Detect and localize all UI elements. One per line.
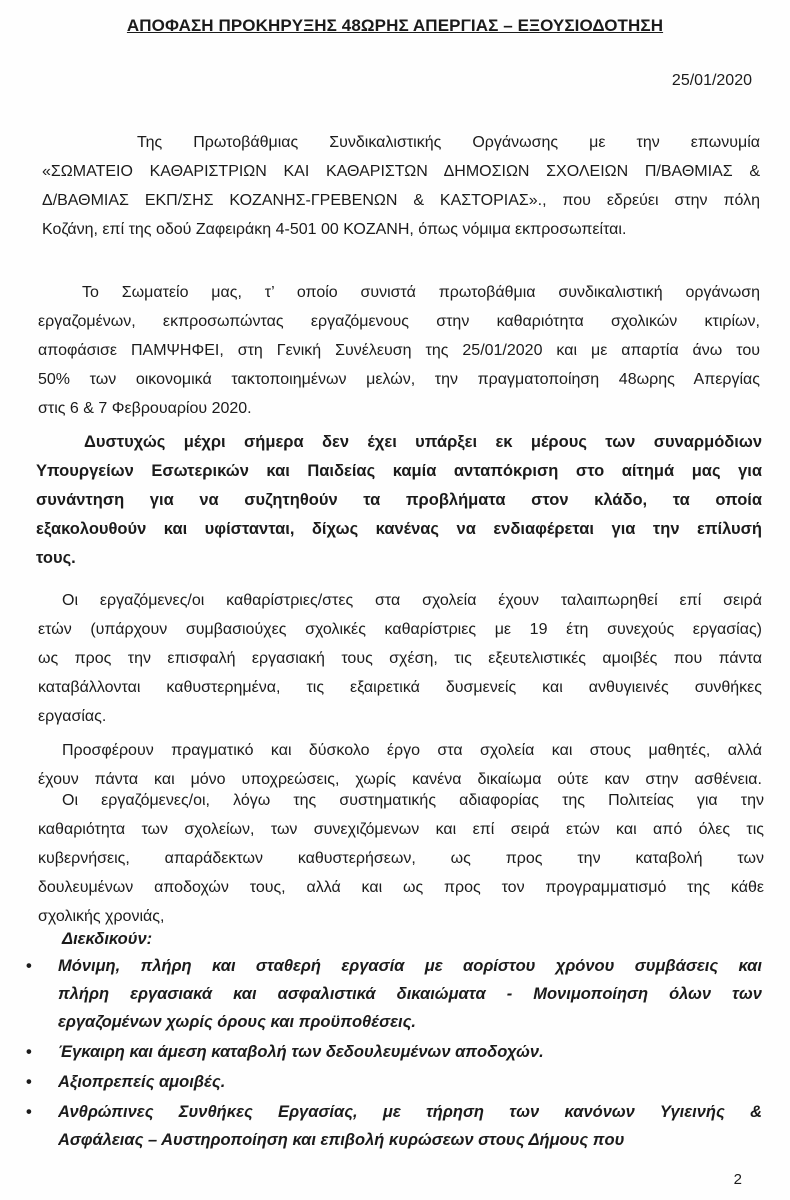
demand-line: Μόνιμη, πλήρη και σταθερή εργασία με αορίστου χρόνου συμβάσεις και — [58, 957, 762, 975]
demand-line: Ασφάλειας – Αυστηροποίηση και επιβολή κυρώσεων στους Δήμους που — [58, 1131, 625, 1149]
demand-item — [22, 1098, 762, 1154]
paragraph-line: συνάντηση για να συζητηθούν τα προβλήματα στον κλάδο, τα οποία — [36, 491, 762, 509]
demand-line: Έγκαιρη και άμεση καταβολή των δεδουλευμένων αποδοχών. — [58, 1043, 544, 1061]
paragraph-line: Οι εργαζόμενες/οι, λόγω της συστηματικής αδιαφορίας της Πολιτείας για την — [62, 792, 764, 809]
paragraph-line: εξακολουθούν και υφίστανται, δίχως κανένας να ενδιαφέρεται για την επίλυσή — [36, 520, 762, 538]
paragraph-line: «ΣΩΜΑΤΕΙΟ ΚΑΘΑΡΙΣΤΡΙΩΝ ΚΑΙ ΚΑΘΑΡΙΣΤΩΝ ΔΗΜΟΣΙΩΝ ΣΧΟΛΕΙΩΝ Π/ΒΑΘΜΙΑΣ & — [42, 163, 760, 180]
demands-list — [22, 952, 762, 1154]
demand-line: Αξιοπρεπείς αμοιβές. — [58, 1073, 226, 1091]
paragraph-line: εργασίας. — [38, 708, 107, 725]
demands-label: Διεκδικούν: — [62, 930, 153, 948]
paragraph-line: Κοζάνη, επί της οδού Ζαφειράκη 4-501 00 ΚΟΖΑΝΗ, όπως νόμιμα εκπροσωπείται. — [42, 221, 627, 238]
paragraph-ministries — [36, 428, 762, 573]
paragraph-line: Υπουργείων Εσωτερικών και Παιδείας καμία ανταπόκριση στο αίτημά μας για — [36, 462, 762, 480]
document-date: 25/01/2020 — [671, 72, 752, 89]
demand-line: Ανθρώπινες Συνθήκες Εργασίας, με τήρηση των κανόνων Υγιεινής & — [58, 1103, 762, 1121]
paragraph-line: Δ/ΒΑΘΜΙΑΣ ΕΚΠ/ΣΗΣ ΚΟΖΑΝΗΣ-ΓΡΕΒΕΝΩΝ & ΚΑΣΤΟΡΙΑΣ»., που εδρεύει στην πόλη — [42, 192, 760, 209]
paragraph-line: ως προς την επισφαλή εργασιακή τους σχέση, τις εξευτελιστικές αμοιβές που πάντα — [38, 650, 762, 667]
demand-line: εργαζομένων χωρίς όρους και προϋποθέσεις. — [58, 1013, 416, 1031]
paragraph-line: Της Πρωτοβάθμιας Συνδικαλιστικής Οργάνωσης με την επωνυμία — [137, 134, 760, 151]
bullet-icon: • — [26, 1103, 32, 1121]
paragraph-line: κυβερνήσεις, απαράδεκτων καθυστερήσεων, ως προς την καταβολή των — [38, 850, 764, 867]
demand-line: πλήρη εργασιακά και ασφαλιστικά δικαιώματα - Μονιμοποίηση όλων των — [58, 985, 762, 1003]
paragraph-sender — [42, 128, 760, 244]
paragraph-line: εργαζομένων, εκπροσωπώντας εργαζόμενους στην καθαριότητα σχολικών κτιρίων, — [38, 313, 760, 330]
bullet-icon: • — [26, 1043, 32, 1061]
paragraph-line: Οι εργαζόμενες/οι καθαρίστριες/στες στα σχολεία έχουν ταλαιπωρηθεί επί σειρά — [62, 592, 762, 609]
paragraph-state-indifference — [38, 786, 764, 931]
paragraph-decision — [38, 278, 760, 423]
paragraph-line: έχουν πάντα και μόνο υποχρεώσεις, χωρίς κανένα δικαίωμα ούτε καν στην ασθένεια. — [38, 771, 762, 788]
bullet-icon: • — [26, 957, 32, 975]
demand-item — [22, 952, 762, 1036]
paragraph-line: ετών (υπάρχουν συμβασιούχες σχολικές καθαρίστριες με 19 έτη συνεχούς εργασίας) — [38, 621, 762, 638]
paragraph-line: καθαριότητα των σχολείων, των συνεχιζόμενων και επί σειρά ετών και από όλες τις — [38, 821, 764, 838]
paragraph-line: Το Σωματείο μας, τ’ οποίο συνιστά πρωτοβάθμια συνδικαλιστική οργάνωση — [82, 284, 760, 301]
page-number: 2 — [733, 1171, 742, 1188]
demand-item — [22, 1068, 762, 1096]
paragraph-line: Δυστυχώς μέχρι σήμερα δεν έχει υπάρξει εκ μέρους των συναρμόδιων — [84, 433, 762, 451]
bullet-icon: • — [26, 1073, 32, 1091]
document-title: ΑΠΟΦΑΣΗ ΠΡΟΚΗΡΥΞΗΣ 48ΩΡΗΣ ΑΠΕΡΓΙΑΣ – ΕΞΟΥΣΙΟΔΟΤΗΣΗ — [126, 16, 664, 35]
paragraph-line: τους. — [36, 549, 76, 567]
paragraph-line: δουλευμένων αποδοχών τους, αλλά και ως προς τον προγραμματισμό της κάθε — [38, 879, 764, 896]
paragraph-line: καταβάλλονται καθυστερημένα, τις εξαιρετικά δυσμενείς και ανθυγιεινές συνθήκες — [38, 679, 762, 696]
paragraph-line: στις 6 & 7 Φεβρουαρίου 2020. — [38, 400, 252, 417]
paragraph-line: αποφάσισε ΠΑΜΨΗΦΕΙ, στη Γενική Συνέλευση της 25/01/2020 και με απαρτία άνω του — [38, 342, 760, 359]
demand-item — [22, 1038, 762, 1066]
paragraph-line: 50% των οικονομικά τακτοποιημένων μελών, την πραγματοποίηση 48ωρης Απεργίας — [38, 371, 760, 388]
paragraph-workers — [38, 586, 762, 731]
paragraph-line: Προσφέρουν πραγματικό και δύσκολο έργο στα σχολεία και στους μαθητές, αλλά — [62, 742, 762, 759]
paragraph-line: σχολικής χρονιάς, — [38, 908, 165, 925]
